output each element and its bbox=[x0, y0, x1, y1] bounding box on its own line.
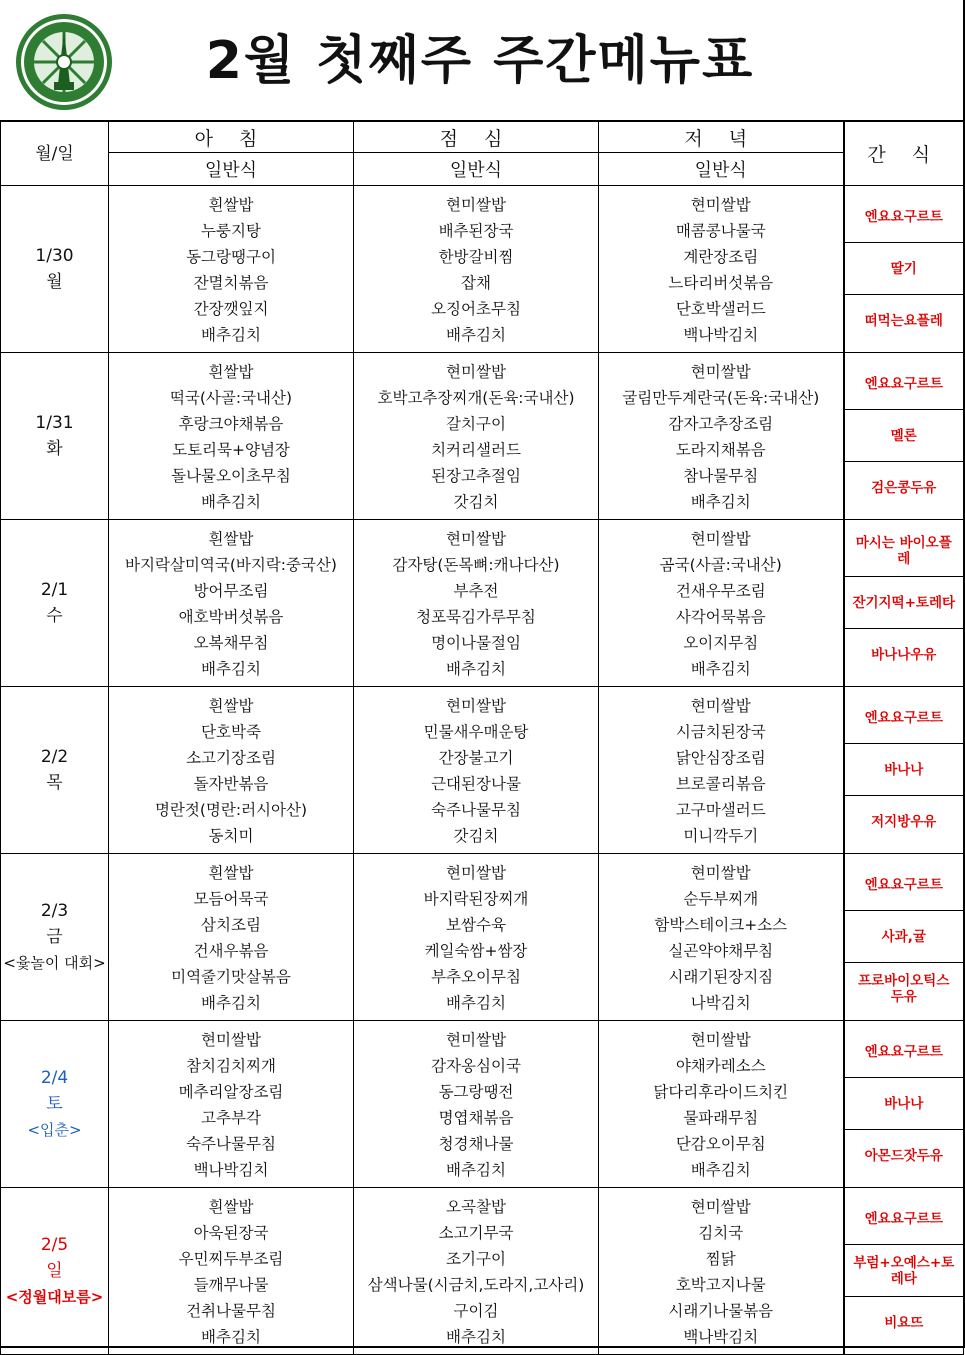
day-weekday: 월 bbox=[46, 272, 63, 292]
lunch-header: 점 심 bbox=[354, 121, 599, 153]
dinner-item: 닭안심장조림 bbox=[675, 749, 766, 767]
snack-item: 아몬드잣두유 bbox=[864, 1148, 943, 1164]
breakfast-item: 바지락살미역국(바지락:중국산) bbox=[125, 556, 337, 574]
lunch-item: 현미쌀밥 bbox=[446, 196, 506, 214]
lunch-item: 부추오이무침 bbox=[431, 968, 521, 986]
breakfast-item: 우민찌두부조림 bbox=[178, 1250, 284, 1268]
day-date: 2/1 bbox=[40, 580, 69, 600]
dinner-item: 시래기나물볶음 bbox=[668, 1302, 774, 1320]
day-date: 1/30 bbox=[35, 246, 74, 266]
day-weekday: 일 bbox=[46, 1261, 63, 1281]
dinner-item: 백나박김치 bbox=[683, 1328, 759, 1346]
lunch-item: 숙주나물무침 bbox=[431, 801, 521, 819]
dinner-item: 굴림만두계란국(돈육:국내산) bbox=[622, 389, 820, 407]
breakfast-item: 흰쌀밥 bbox=[208, 530, 254, 548]
breakfast-item: 배추김치 bbox=[201, 493, 261, 511]
dinner-item: 계란장조림 bbox=[683, 248, 759, 266]
dinner-item: 시래기된장지짐 bbox=[668, 968, 774, 986]
breakfast-item: 떡국(사골:국내산) bbox=[169, 389, 293, 407]
snack-cell bbox=[844, 520, 964, 687]
breakfast-item: 방어무조림 bbox=[193, 582, 269, 600]
snack-cell bbox=[844, 1188, 964, 1355]
lunch-item: 명이나물절임 bbox=[431, 634, 521, 652]
lunch-item: 배추김치 bbox=[446, 1328, 506, 1346]
dinner-cell bbox=[599, 854, 844, 1021]
dinner-item: 브로콜리볶음 bbox=[675, 775, 766, 793]
breakfast-item: 동그랑땡구이 bbox=[186, 248, 276, 266]
lunch-item: 감자탕(돈목뼈:캐나다산) bbox=[392, 556, 560, 574]
dinner-item: 느타리버섯볶음 bbox=[668, 274, 774, 292]
lunch-item: 배추된장국 bbox=[438, 222, 514, 240]
lunch-item: 구이김 bbox=[453, 1302, 499, 1320]
lunch-item: 부추전 bbox=[453, 582, 499, 600]
lunch-item: 삼색나물(시금치,도라지,고사리) bbox=[367, 1276, 585, 1294]
breakfast-header: 아 침 bbox=[109, 121, 354, 153]
dinner-item: 배추김치 bbox=[690, 1161, 751, 1179]
breakfast-item: 현미쌀밥 bbox=[201, 1031, 261, 1049]
breakfast-item: 메추리알장조림 bbox=[178, 1083, 284, 1101]
day-note: <윷놀이 대회> bbox=[3, 954, 106, 972]
lunch-item: 케일숙쌈+쌈장 bbox=[424, 942, 528, 960]
breakfast-item: 참치김치찌개 bbox=[186, 1057, 276, 1075]
lunch-item: 동그랑땡전 bbox=[438, 1083, 514, 1101]
breakfast-item: 애호박버섯볶음 bbox=[178, 608, 284, 626]
breakfast-subheader: 일반식 bbox=[109, 153, 354, 186]
lunch-cell bbox=[354, 520, 599, 687]
dinner-item: 도라지채볶음 bbox=[675, 441, 766, 459]
day-weekday: 화 bbox=[46, 439, 63, 459]
lunch-item: 간장불고기 bbox=[438, 749, 514, 767]
dinner-item: 현미쌀밥 bbox=[690, 530, 751, 548]
lunch-item: 잡채 bbox=[461, 274, 491, 292]
snack-item: 저지방우유 bbox=[871, 814, 937, 830]
lunch-item: 소고기무국 bbox=[438, 1224, 514, 1242]
lunch-item: 청포묵김가루무침 bbox=[416, 608, 536, 626]
dinner-item: 사각어묵볶음 bbox=[675, 608, 766, 626]
day-weekday: 토 bbox=[46, 1094, 63, 1114]
dinner-item: 오이지무침 bbox=[683, 634, 759, 652]
day-date: 2/2 bbox=[40, 747, 69, 767]
snack-item: 엔요요구르트 bbox=[845, 692, 964, 744]
lunch-cell bbox=[354, 1021, 599, 1188]
dinner-item: 현미쌀밥 bbox=[690, 697, 751, 715]
breakfast-item: 흰쌀밥 bbox=[208, 864, 254, 882]
dinner-item: 배추김치 bbox=[690, 493, 751, 511]
lunch-item: 현미쌀밥 bbox=[446, 1031, 506, 1049]
lunch-item: 감자옹심이국 bbox=[431, 1057, 521, 1075]
day-date-cell bbox=[1, 1021, 109, 1188]
lunch-item: 갈치구이 bbox=[446, 415, 506, 433]
lunch-item: 배추김치 bbox=[446, 660, 506, 678]
page-header bbox=[0, 0, 963, 120]
snack-header: 간 식 bbox=[844, 121, 964, 186]
breakfast-item: 모듬어묵국 bbox=[193, 890, 269, 908]
breakfast-item: 흰쌀밥 bbox=[208, 1198, 254, 1216]
day-row bbox=[1, 1021, 964, 1188]
snack-item: 마시는 바이오플레 bbox=[845, 525, 964, 577]
lunch-item: 배추김치 bbox=[446, 994, 506, 1012]
breakfast-item: 배추김치 bbox=[201, 994, 261, 1012]
lunch-cell bbox=[354, 687, 599, 854]
breakfast-cell bbox=[109, 1021, 354, 1188]
dinner-item: 곰국(사골:국내산) bbox=[659, 556, 782, 574]
dinner-item: 감자고추장조림 bbox=[668, 415, 774, 433]
snack-cell bbox=[844, 687, 964, 854]
lunch-item: 갓김치 bbox=[453, 827, 499, 845]
snack-item: 잔기지떡+토레타 bbox=[845, 577, 964, 629]
day-row bbox=[1, 854, 964, 1021]
page-title: 2월 첫째주 주간메뉴표 bbox=[205, 31, 755, 91]
dinner-header: 저 녁 bbox=[599, 121, 844, 153]
snack-item: 바나나 bbox=[845, 1078, 964, 1130]
snack-item: 엔요요구르트 bbox=[845, 1026, 964, 1078]
breakfast-item: 돌자반볶음 bbox=[193, 775, 269, 793]
lunch-cell bbox=[354, 854, 599, 1021]
lunch-item: 갓김치 bbox=[453, 493, 499, 511]
day-weekday: 수 bbox=[46, 606, 63, 626]
breakfast-item: 흰쌀밥 bbox=[208, 196, 254, 214]
dinner-item: 함박스테이크+소스 bbox=[654, 916, 788, 934]
day-weekday: 금 bbox=[46, 927, 63, 947]
breakfast-cell bbox=[109, 186, 354, 353]
lunch-subheader: 일반식 bbox=[354, 153, 599, 186]
dinner-item: 김치국 bbox=[698, 1224, 744, 1242]
dinner-item: 찜닭 bbox=[705, 1250, 736, 1268]
lunch-item: 명엽채볶음 bbox=[438, 1109, 514, 1127]
breakfast-item: 흰쌀밥 bbox=[208, 697, 254, 715]
day-date-cell bbox=[1, 353, 109, 520]
breakfast-item: 건취나물무침 bbox=[186, 1302, 276, 1320]
breakfast-item: 배추김치 bbox=[201, 326, 261, 344]
dinner-item: 물파래무침 bbox=[683, 1109, 759, 1127]
dinner-item: 시금치된장국 bbox=[675, 723, 766, 741]
dinner-item: 매콤콩나물국 bbox=[675, 222, 766, 240]
breakfast-item: 명란젓(명란:러시아산) bbox=[154, 801, 308, 819]
dinner-cell bbox=[599, 687, 844, 854]
breakfast-cell bbox=[109, 1188, 354, 1355]
breakfast-item: 동치미 bbox=[208, 827, 254, 845]
dinner-cell bbox=[599, 1188, 844, 1355]
breakfast-item: 삼치조림 bbox=[201, 916, 261, 934]
lunch-item: 배추김치 bbox=[446, 326, 506, 344]
lunch-item: 근대된장나물 bbox=[431, 775, 521, 793]
day-row bbox=[1, 186, 964, 353]
date-column-header: 월/일 bbox=[1, 121, 109, 186]
lunch-cell bbox=[354, 186, 599, 353]
day-date: 1/31 bbox=[35, 413, 74, 433]
breakfast-item: 숙주나물무침 bbox=[186, 1135, 276, 1153]
snack-cell bbox=[844, 186, 964, 353]
day-row bbox=[1, 1188, 964, 1355]
day-date: 2/5 bbox=[40, 1235, 69, 1255]
dinner-item: 호박고지나물 bbox=[675, 1276, 766, 1294]
breakfast-item: 건새우볶음 bbox=[193, 942, 269, 960]
dinner-item: 고구마샐러드 bbox=[675, 801, 766, 819]
snack-item: 부럼+오예스+토레타 bbox=[845, 1245, 964, 1297]
day-row bbox=[1, 520, 964, 687]
breakfast-item: 누룽지탕 bbox=[201, 222, 261, 240]
dinner-item: 현미쌀밥 bbox=[690, 1031, 751, 1049]
lunch-item: 오징어초무침 bbox=[431, 300, 521, 318]
day-note: <입춘> bbox=[27, 1121, 82, 1139]
day-row bbox=[1, 687, 964, 854]
day-date-cell bbox=[1, 186, 109, 353]
dinner-item: 순두부찌개 bbox=[683, 890, 759, 908]
dinner-item: 현미쌀밥 bbox=[690, 363, 751, 381]
dinner-item: 참나물무침 bbox=[683, 467, 759, 485]
dinner-item: 현미쌀밥 bbox=[690, 196, 751, 214]
day-date-cell bbox=[1, 520, 109, 687]
breakfast-item: 흰쌀밥 bbox=[208, 363, 254, 381]
breakfast-item: 배추김치 bbox=[201, 1328, 261, 1346]
dinner-cell bbox=[599, 353, 844, 520]
day-note: <정월대보름> bbox=[5, 1288, 104, 1306]
snack-item: 멜론 bbox=[845, 410, 964, 462]
lunch-item: 호박고추장찌개(돈육:국내산) bbox=[377, 389, 575, 407]
breakfast-item: 오복채무침 bbox=[193, 634, 269, 652]
breakfast-item: 소고기장조림 bbox=[186, 749, 276, 767]
day-date: 2/4 bbox=[40, 1068, 69, 1088]
lunch-cell bbox=[354, 1188, 599, 1355]
lunch-item: 오곡찰밥 bbox=[446, 1198, 506, 1216]
lunch-item: 현미쌀밥 bbox=[446, 864, 506, 882]
breakfast-item: 잔멸치볶음 bbox=[193, 274, 269, 292]
snack-cell bbox=[844, 353, 964, 520]
lunch-item: 현미쌀밥 bbox=[446, 697, 506, 715]
snack-item: 바나나우유 bbox=[871, 647, 937, 663]
breakfast-cell bbox=[109, 854, 354, 1021]
dinner-cell bbox=[599, 520, 844, 687]
lunch-item: 현미쌀밥 bbox=[446, 530, 506, 548]
dinner-item: 건새우무조림 bbox=[675, 582, 766, 600]
snack-item: 엔요요구르트 bbox=[845, 358, 964, 410]
breakfast-item: 단호박죽 bbox=[201, 723, 261, 741]
snack-item: 비요뜨 bbox=[884, 1315, 924, 1331]
snack-item: 떠먹는요플레 bbox=[864, 313, 943, 329]
lunch-item: 치커리샐러드 bbox=[431, 441, 521, 459]
dinner-item: 미니깍두기 bbox=[683, 827, 759, 845]
snack-item: 엔요요구르트 bbox=[845, 191, 964, 243]
snack-item: 프로바이오틱스 두유 bbox=[858, 973, 950, 1005]
day-date-cell bbox=[1, 1188, 109, 1355]
dinner-item: 실곤약야채무침 bbox=[668, 942, 774, 960]
breakfast-cell bbox=[109, 353, 354, 520]
snack-item: 바나나 bbox=[845, 744, 964, 796]
breakfast-item: 돌나물오이초무침 bbox=[171, 467, 291, 485]
emblem-logo-icon bbox=[14, 12, 114, 112]
breakfast-item: 들깨무나물 bbox=[193, 1276, 269, 1294]
dinner-item: 현미쌀밥 bbox=[690, 864, 751, 882]
lunch-item: 바지락된장찌개 bbox=[423, 890, 529, 908]
dinner-subheader: 일반식 bbox=[599, 153, 844, 186]
breakfast-item: 후랑크야채볶음 bbox=[178, 415, 284, 433]
breakfast-item: 간장깻잎지 bbox=[193, 300, 269, 318]
day-date-cell bbox=[1, 687, 109, 854]
snack-cell bbox=[844, 854, 964, 1021]
dinner-item: 야채카레소스 bbox=[675, 1057, 766, 1075]
lunch-item: 민물새우매운탕 bbox=[423, 723, 529, 741]
dinner-item: 단감오이무침 bbox=[675, 1135, 766, 1153]
lunch-item: 된장고추절임 bbox=[431, 467, 521, 485]
day-date-cell bbox=[1, 854, 109, 1021]
weekly-menu-table bbox=[0, 120, 964, 1355]
dinner-item: 현미쌀밥 bbox=[690, 1198, 751, 1216]
snack-cell bbox=[844, 1021, 964, 1188]
breakfast-item: 백나박김치 bbox=[193, 1161, 269, 1179]
snack-item: 엔요요구르트 bbox=[845, 859, 964, 911]
day-row bbox=[1, 353, 964, 520]
dinner-item: 백나박김치 bbox=[683, 326, 759, 344]
snack-item: 검은콩두유 bbox=[871, 480, 937, 496]
breakfast-item: 아욱된장국 bbox=[193, 1224, 269, 1242]
lunch-item: 청경채나물 bbox=[438, 1135, 514, 1153]
breakfast-cell bbox=[109, 520, 354, 687]
snack-item: 엔요요구르트 bbox=[845, 1193, 964, 1245]
dinner-cell bbox=[599, 186, 844, 353]
dinner-item: 닭다리후라이드치킨 bbox=[653, 1083, 789, 1101]
snack-item: 딸기 bbox=[845, 243, 964, 295]
day-date: 2/3 bbox=[40, 901, 69, 921]
lunch-cell bbox=[354, 353, 599, 520]
dinner-item: 배추김치 bbox=[690, 660, 751, 678]
snack-item: 사과,귤 bbox=[845, 911, 964, 963]
lunch-item: 조기구이 bbox=[446, 1250, 506, 1268]
breakfast-item: 도토리묵+양념장 bbox=[172, 441, 290, 459]
lunch-item: 현미쌀밥 bbox=[446, 363, 506, 381]
dinner-item: 나박김치 bbox=[690, 994, 751, 1012]
dinner-cell bbox=[599, 1021, 844, 1188]
lunch-item: 한방갈비찜 bbox=[438, 248, 514, 266]
lunch-item: 배추김치 bbox=[446, 1161, 506, 1179]
breakfast-cell bbox=[109, 687, 354, 854]
day-weekday: 목 bbox=[46, 773, 63, 793]
lunch-item: 보쌈수육 bbox=[446, 916, 506, 934]
breakfast-item: 미역줄기맛살볶음 bbox=[171, 968, 291, 986]
dinner-item: 단호박샐러드 bbox=[675, 300, 766, 318]
breakfast-item: 배추김치 bbox=[201, 660, 261, 678]
breakfast-item: 고추부각 bbox=[201, 1109, 261, 1127]
